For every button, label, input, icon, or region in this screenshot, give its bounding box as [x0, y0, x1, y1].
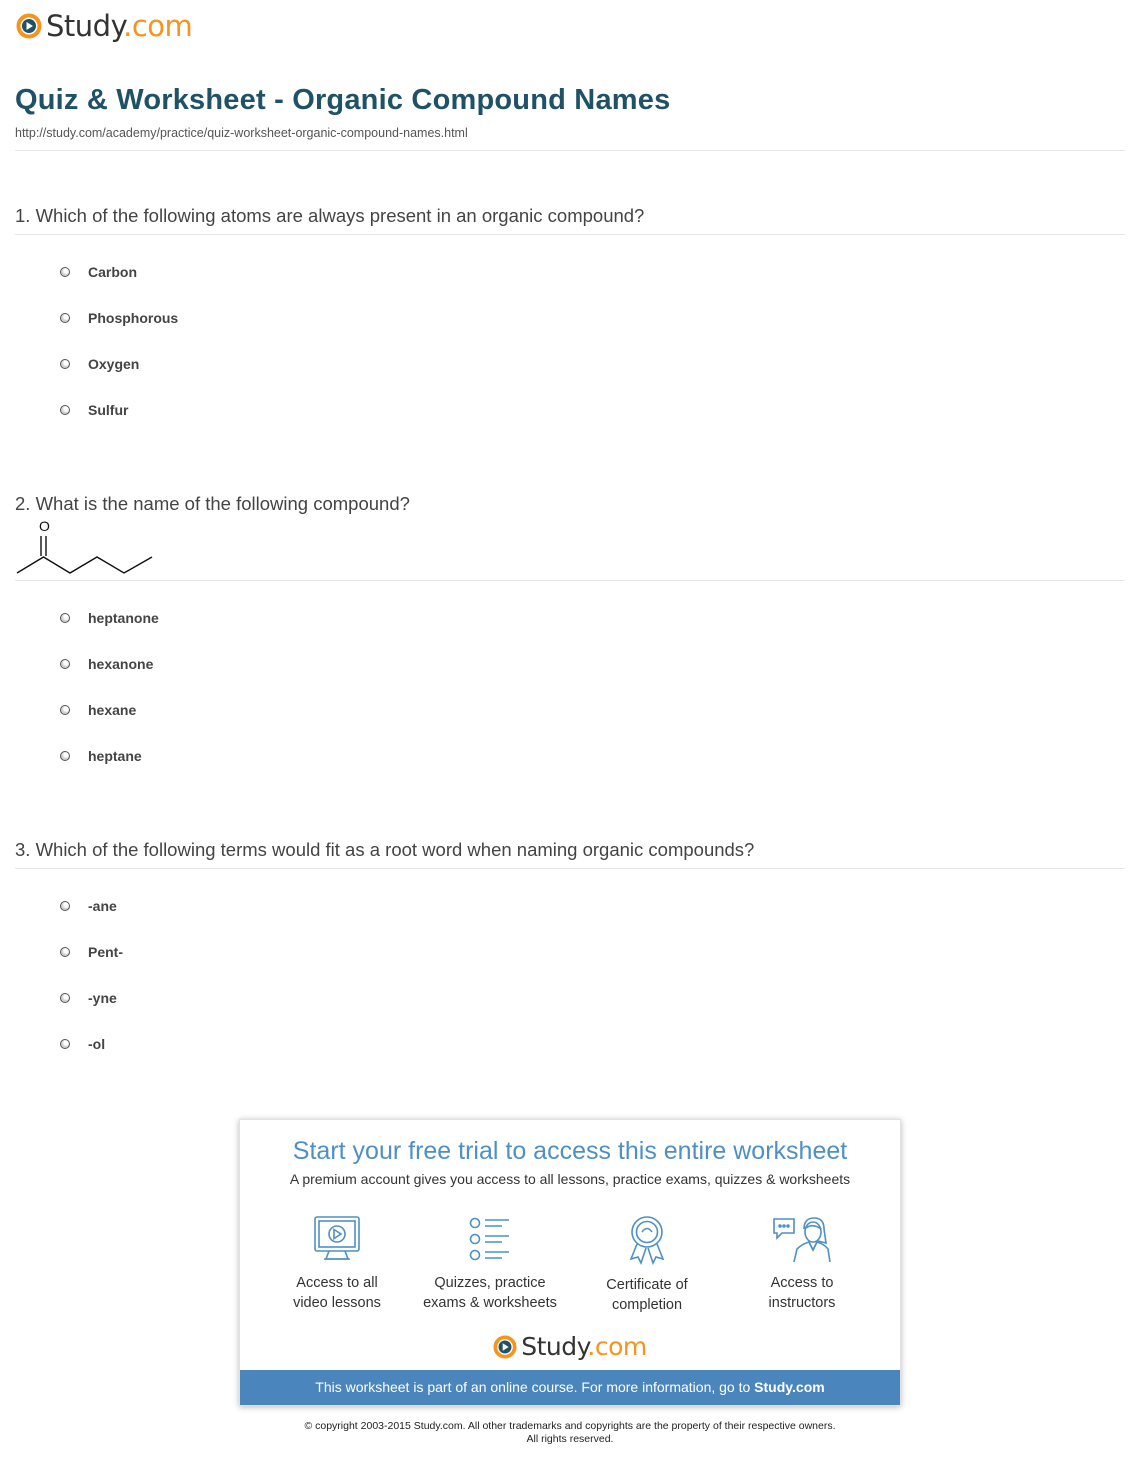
promo-footer-bar — [240, 1370, 900, 1405]
question-1: 1. Which of the following atoms are always present in an organic compound? — [15, 205, 645, 226]
answer-option[interactable]: heptanone — [60, 610, 159, 656]
video-lessons-icon — [312, 1215, 362, 1263]
free-trial-card — [239, 1119, 901, 1406]
copyright-line: All rights reserved. — [526, 1433, 614, 1445]
answer-option[interactable]: -ane — [60, 898, 123, 944]
answer-option[interactable]: hexane — [60, 702, 159, 748]
radio-button[interactable] — [60, 659, 70, 669]
radio-button[interactable] — [60, 1039, 70, 1049]
copyright-notice — [0, 1420, 1140, 1446]
radio-button[interactable] — [60, 751, 70, 761]
answer-option[interactable]: -ol — [60, 1036, 123, 1082]
promo-title[interactable]: Start your free trial to access this entire worksheet — [292, 1137, 848, 1165]
feature-label: video lessons — [293, 1295, 381, 1311]
divider — [15, 868, 1125, 869]
answer-option[interactable]: Oxygen — [60, 356, 178, 402]
certificate-icon — [627, 1215, 667, 1265]
page-url[interactable]: http://study.com/academy/practice/quiz-worksheet-organic-compound-names.html — [15, 126, 468, 140]
feature-label: Access to — [770, 1275, 834, 1291]
answer-option[interactable]: Pent- — [60, 944, 123, 990]
radio-button[interactable] — [60, 313, 70, 323]
divider — [15, 150, 1125, 151]
oxygen-atom-label: O — [39, 518, 50, 534]
copyright-line: © copyright 2003-2015 Study.com. All other trademarks and copyrights are the property of their respective owners. — [304, 1420, 836, 1432]
divider — [15, 234, 1125, 235]
question-2: 2. What is the name of the following compound? — [15, 493, 410, 514]
question-3: 3. Which of the following terms would fit as a root word when naming organic compounds? — [15, 839, 755, 860]
play-icon — [493, 1335, 517, 1359]
answer-options-3 — [60, 898, 123, 1082]
radio-button[interactable] — [60, 947, 70, 957]
feature-label: completion — [611, 1297, 683, 1313]
footer-link[interactable]: Study.com — [754, 1379, 825, 1395]
feature-certificate — [567, 1215, 727, 1315]
answer-options-1 — [60, 264, 178, 448]
feature-video-lessons — [257, 1215, 417, 1313]
logo-wordmark: Study.com — [521, 1332, 647, 1361]
page-title: Quiz & Worksheet - Organic Compound Names — [15, 84, 671, 116]
promo-subtitle: A premium account gives you access to all lessons, practice exams, quizzes & worksheets — [289, 1171, 851, 1187]
answer-options-2 — [60, 610, 159, 794]
study-logo[interactable] — [16, 8, 192, 44]
feature-instructors — [722, 1215, 882, 1313]
logo-wordmark: Study.com — [46, 9, 193, 43]
answer-option[interactable]: Phosphorous — [60, 310, 178, 356]
divider — [15, 580, 1125, 581]
feature-label: instructors — [768, 1295, 836, 1311]
feature-label: exams & worksheets — [423, 1295, 557, 1311]
radio-button[interactable] — [60, 267, 70, 277]
quiz-list-icon — [468, 1215, 512, 1263]
radio-button[interactable] — [60, 613, 70, 623]
radio-button[interactable] — [60, 993, 70, 1003]
feature-quizzes — [410, 1215, 570, 1313]
answer-option[interactable]: heptane — [60, 748, 159, 794]
radio-button[interactable] — [60, 405, 70, 415]
footer-text: This worksheet is part of an online course. For more information, go to — [315, 1379, 751, 1395]
feature-label: Quizzes, practice — [434, 1275, 546, 1291]
feature-label: Certificate of — [606, 1277, 688, 1293]
answer-option[interactable]: Sulfur — [60, 402, 178, 448]
feature-label: Access to all — [296, 1275, 378, 1291]
answer-option[interactable]: Carbon — [60, 264, 178, 310]
compound-structure — [14, 516, 159, 576]
promo-study-logo[interactable] — [240, 1332, 900, 1361]
radio-button[interactable] — [60, 705, 70, 715]
play-icon — [16, 13, 42, 39]
answer-option[interactable]: -yne — [60, 990, 123, 1036]
radio-button[interactable] — [60, 901, 70, 911]
answer-option[interactable]: hexanone — [60, 656, 159, 702]
instructor-icon — [772, 1215, 832, 1263]
radio-button[interactable] — [60, 359, 70, 369]
